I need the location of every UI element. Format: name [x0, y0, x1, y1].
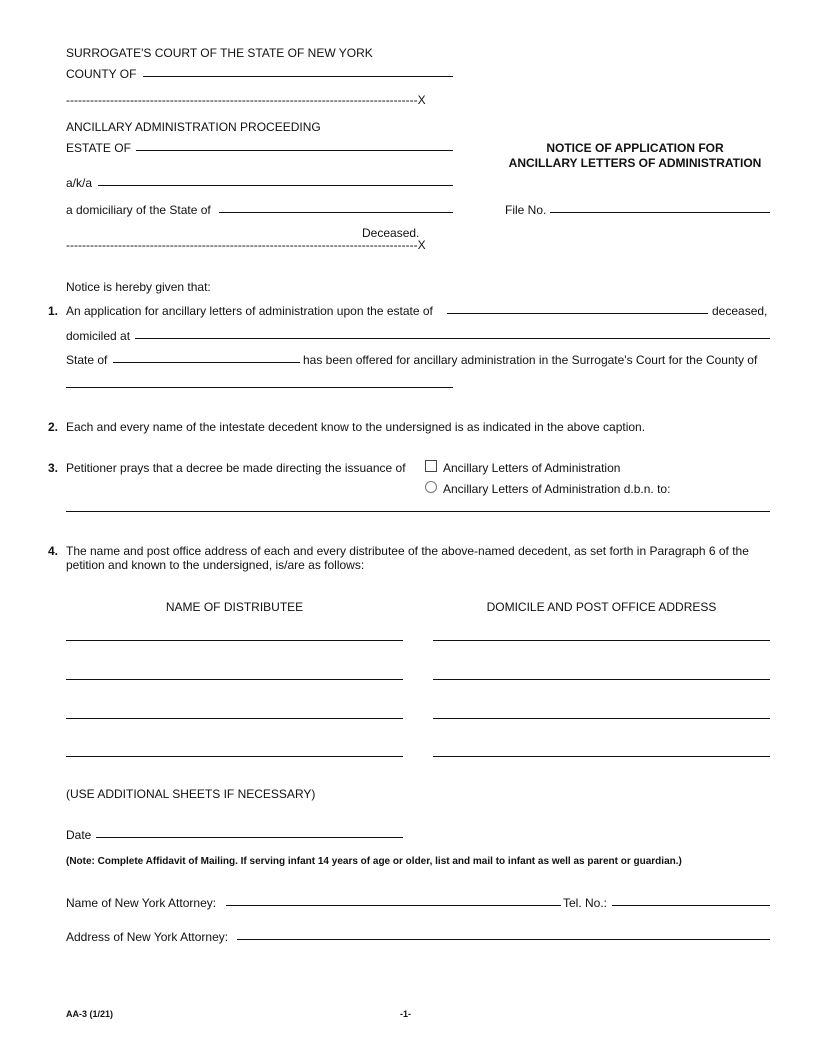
domiciliary-state-field[interactable]	[219, 212, 453, 213]
form-title-line2: ANCILLARY LETTERS OF ADMINISTRATION	[508, 156, 762, 170]
distributee-address-field-4[interactable]	[433, 756, 770, 757]
attorney-address-field[interactable]	[237, 939, 770, 940]
decedent-name-field[interactable]	[447, 313, 708, 314]
attorney-address-label: Address of New York Attorney:	[66, 930, 229, 944]
distributee-address-field-3[interactable]	[433, 718, 770, 719]
county-of-surrogate-field[interactable]	[66, 387, 453, 388]
state-of-field[interactable]	[113, 362, 300, 363]
state-of-label: State of	[66, 353, 108, 367]
additional-sheets-note: (USE ADDITIONAL SHEETS IF NECESSARY)	[66, 787, 316, 801]
county-label: COUNTY OF	[66, 67, 137, 81]
para3-text: Petitioner prays that a decree be made directing the issuance of	[66, 461, 406, 475]
distributee-name-field-3[interactable]	[66, 718, 403, 719]
tel-no-field[interactable]	[612, 905, 770, 906]
file-no-field[interactable]	[550, 212, 770, 213]
court-name: SURROGATE'S COURT OF THE STATE OF NEW YORK	[66, 46, 373, 60]
para3-number: 3.	[48, 461, 59, 475]
para2-text: Each and every name of the intestate decedent know to the undersigned is as indicated in the above caption.	[66, 420, 646, 434]
estate-of-field[interactable]	[136, 150, 453, 151]
option2-radio[interactable]	[425, 481, 437, 493]
attorney-name-label: Name of New York Attorney:	[66, 896, 217, 910]
option1-checkbox[interactable]	[425, 460, 437, 472]
form-title-line1: NOTICE OF APPLICATION FOR	[546, 141, 724, 155]
file-no-label: File No.	[505, 203, 547, 217]
date-field[interactable]	[96, 837, 403, 838]
dbn-to-field[interactable]	[66, 511, 770, 512]
deceased-label: Deceased.	[362, 226, 420, 240]
distributee-name-field-4[interactable]	[66, 756, 403, 757]
distributee-name-header: NAME OF DISTRIBUTEE	[165, 600, 304, 614]
option2-label: Ancillary Letters of Administration d.b.n. to:	[443, 482, 671, 496]
distributee-address-header: DOMICILE AND POST OFFICE ADDRESS	[486, 600, 717, 614]
estate-of-label: ESTATE OF	[66, 141, 131, 155]
para4-text: The name and post office address of each and every distributee of the above-named decedent, as set forth in Paragraph 6 of the petition and known to the undersigned, is/are as follows:	[66, 544, 749, 572]
notice-intro: Notice is hereby given that:	[66, 280, 211, 294]
option1-label: Ancillary Letters of Administration	[443, 461, 621, 475]
aka-label: a/k/a	[66, 176, 93, 190]
tel-no-label: Tel. No.:	[563, 896, 608, 910]
attorney-name-field[interactable]	[226, 905, 561, 906]
para1-number: 1.	[48, 304, 59, 318]
domiciled-at-field[interactable]	[135, 338, 770, 339]
affidavit-note: (Note: Complete Affidavit of Mailing. If serving infant 14 years of age or older, list and mail to infant as well as parent or guardian.)	[66, 856, 682, 867]
para1-deceased-suffix: deceased,	[712, 304, 768, 318]
para2-number: 2.	[48, 420, 59, 434]
caption-divider-top: ----------------------------------------------------------------------------------------X	[66, 93, 426, 107]
para1-text: An application for ancillary letters of administration upon the estate of	[66, 304, 433, 318]
distributee-name-field-1[interactable]	[66, 640, 403, 641]
distributee-address-field-2[interactable]	[433, 679, 770, 680]
domiciled-at-label: domiciled at	[66, 329, 131, 343]
form-id: AA-3 (1/21)	[66, 1009, 114, 1019]
proceeding-title: ANCILLARY ADMINISTRATION PROCEEDING	[66, 120, 321, 134]
aka-field[interactable]	[98, 185, 453, 186]
distributee-name-field-2[interactable]	[66, 679, 403, 680]
domiciliary-label: a domiciliary of the State of	[66, 203, 211, 217]
county-field[interactable]	[143, 76, 453, 77]
date-label: Date	[66, 828, 92, 842]
caption-divider-bottom: ----------------------------------------------------------------------------------------X	[66, 238, 426, 252]
page-number: -1-	[400, 1009, 411, 1019]
para4-number: 4.	[48, 544, 59, 558]
distributee-address-field-1[interactable]	[433, 640, 770, 641]
para1-offered-text: has been offered for ancillary administration in the Surrogate's Court for the County of	[303, 353, 758, 367]
